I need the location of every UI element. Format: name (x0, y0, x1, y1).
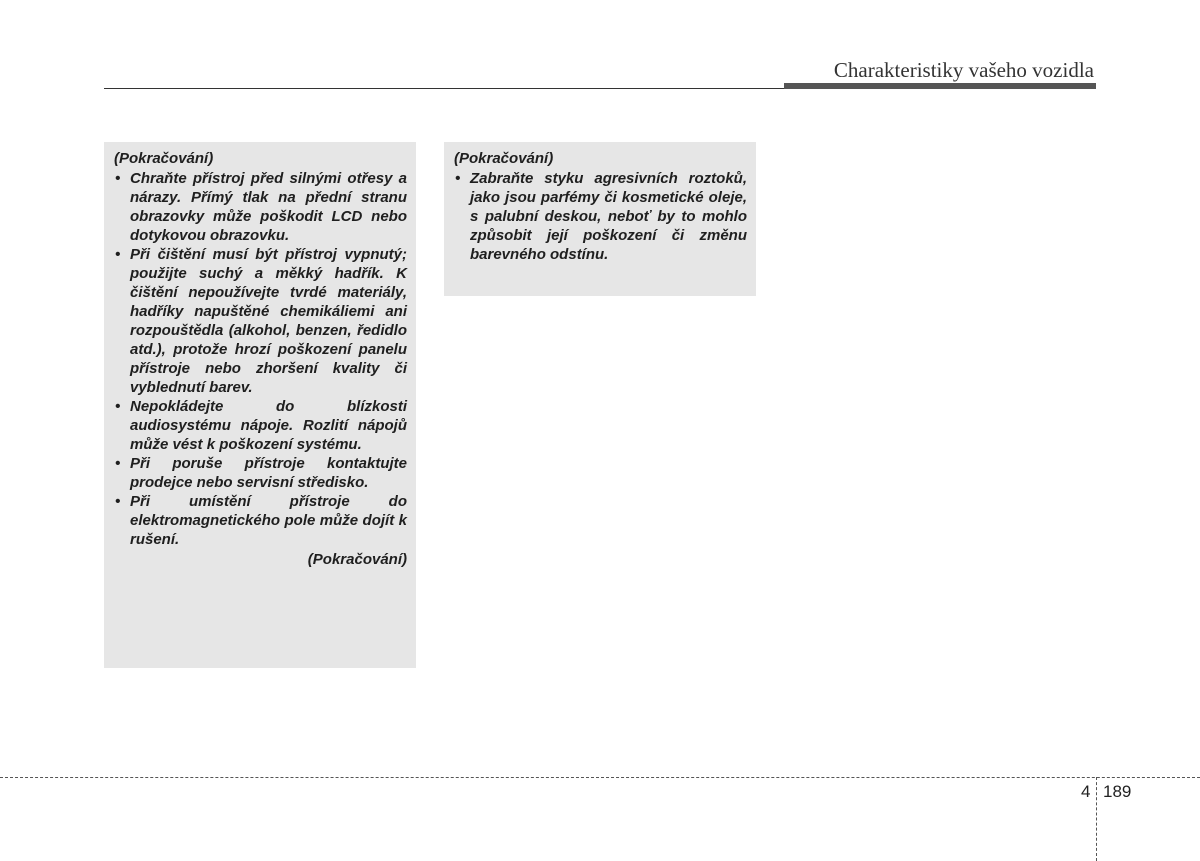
bullet-icon: • (115, 246, 121, 263)
list-item-text: Chraňte přístroj před silnými otřesy a nárazy. Přímý tlak na přední stranu obrazovky může poškodit LCD nebo dotykovou obrazovku. (130, 170, 407, 244)
caution-note-right (444, 142, 756, 296)
header-rule-thick (784, 83, 1096, 89)
continued-label-bottom: (Pokračování) (307, 551, 407, 568)
list-item-text: Nepokládejte do blízkosti audiosystému nápoje. Rozlití nápojů může vést k poškození systému. (130, 398, 407, 453)
list-item-text: Při poruše přístroje kontaktujte prodejce nebo servisní středisko. (130, 455, 407, 491)
list-item-text: Zabraňte styku agresivních roztoků, jako jsou parfémy či kosmetické oleje, s palubní deskou, neboť by to mohlo způsobit její poškození či změnu barevného odstínu. (470, 170, 747, 263)
list-item (114, 245, 407, 397)
bullet-icon: • (115, 398, 121, 415)
page-number: 189 (1103, 782, 1132, 801)
bullet-icon: • (115, 455, 121, 472)
footer-dashed-divider (1096, 777, 1097, 861)
continued-label-top: (Pokračování) (454, 150, 554, 167)
footer-dashed-rule (0, 777, 1200, 778)
caution-note-left (104, 142, 416, 668)
caution-list (454, 169, 747, 264)
list-item (114, 492, 407, 549)
bullet-icon: • (115, 493, 121, 510)
list-item-text: Při umístění přístroje do elektromagnetického pole může dojít k rušení. (130, 493, 407, 548)
list-item-text: Při čištění musí být přístroj vypnutý; použijte suchý a měkký hadřík. K čištění nepoužívejte tvrdé materiály, hadříky napuštěné chemikáliemi ani rozpouštědla (alkohol, benzen, ředidlo atd.), protože hrozí poškození panelu přístroje nebo zhoršení kvality či vyblednutí barev. (130, 246, 407, 396)
bullet-icon: • (115, 170, 121, 187)
list-item (114, 169, 407, 245)
section-title: Charakteristiky vašeho vozidla (833, 58, 1094, 82)
chapter-number: 4 (1081, 782, 1091, 801)
list-item (114, 454, 407, 492)
list-item (114, 397, 407, 454)
continued-label-top: (Pokračování) (114, 150, 214, 167)
list-item (454, 169, 747, 264)
header-rule-thin (104, 88, 784, 89)
caution-list (114, 169, 407, 549)
bullet-icon: • (455, 170, 461, 187)
